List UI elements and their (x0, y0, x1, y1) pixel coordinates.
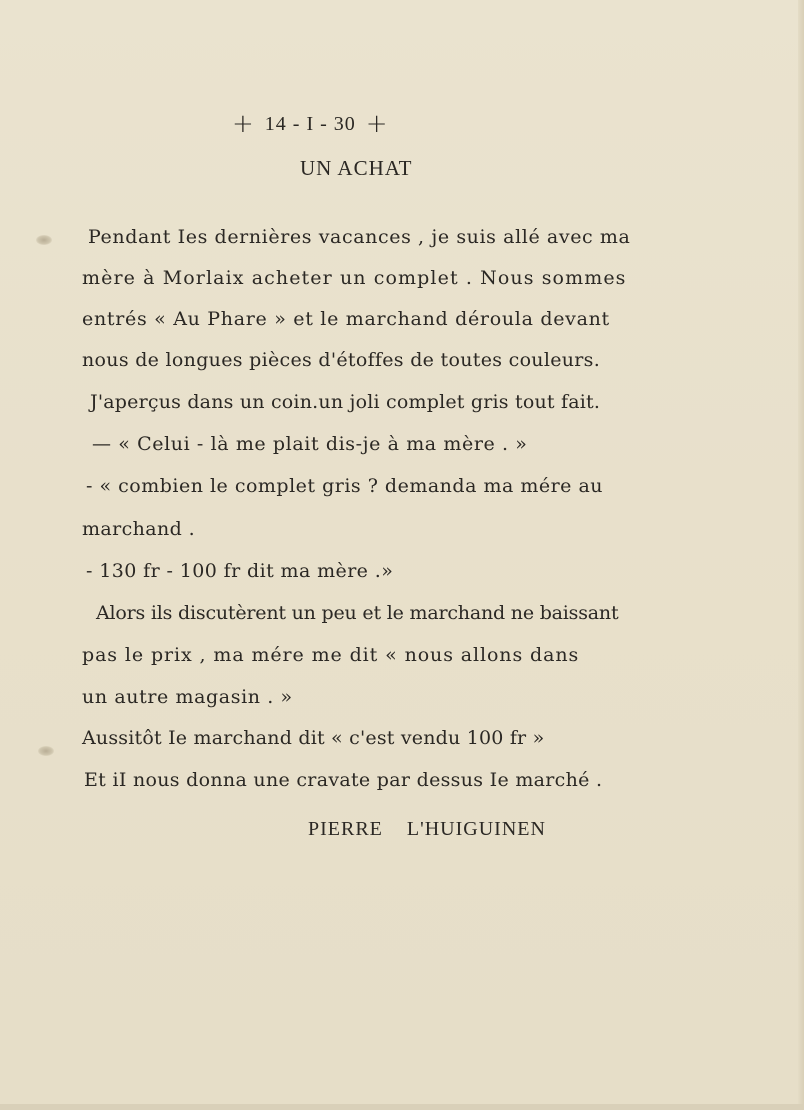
body-line: - « combien le complet gris ? demanda ma mére au (86, 475, 604, 497)
body-line: — « Celui - là me plait dis-je à ma mère . » (92, 433, 528, 455)
cross-mark-left: + (232, 109, 255, 139)
body-line: entrés « Au Phare » et le marchand déroula devant (82, 308, 610, 330)
body-line: Et iI nous donna une cravate par dessus Ie marché . (84, 769, 603, 791)
paper-edge-bottom (0, 1104, 804, 1110)
body-line: pas le prix , ma mére me dit « nous allons dans (82, 644, 580, 666)
author-signature (308, 818, 546, 841)
body-line: Pendant Ies dernières vacances , je suis allé avec ma (88, 226, 631, 248)
author-last-name: L'HUIGUINEN (406, 818, 546, 840)
author-first-name: PIERRE (308, 818, 383, 840)
body-line: nous de longues pièces d'étoffes de toutes couleurs. (82, 349, 601, 371)
body-line: J'aperçus dans un coin.un joli complet gris tout fait. (90, 391, 601, 413)
body-line: un autre magasin . » (82, 686, 293, 708)
page-title: UN ACHAT (300, 156, 413, 180)
punch-hole-mark (38, 746, 54, 756)
body-line: - 130 fr - 100 fr dit ma mère .» (86, 560, 394, 582)
date-text: 14 - I - 30 (264, 112, 356, 135)
date-header (232, 108, 492, 140)
body-line: marchand . (82, 518, 196, 540)
paper-edge-right (798, 0, 804, 1110)
cross-mark-right: + (365, 109, 389, 139)
body-line: mère à Morlaix acheter un complet . Nous sommes (82, 267, 627, 289)
body-line: Alors ils discutèrent un peu et le marchand ne baissant (96, 602, 619, 624)
punch-hole-mark (36, 235, 52, 245)
body-line: Aussitôt Ie marchand dit « c'est vendu 100 fr » (82, 727, 545, 749)
